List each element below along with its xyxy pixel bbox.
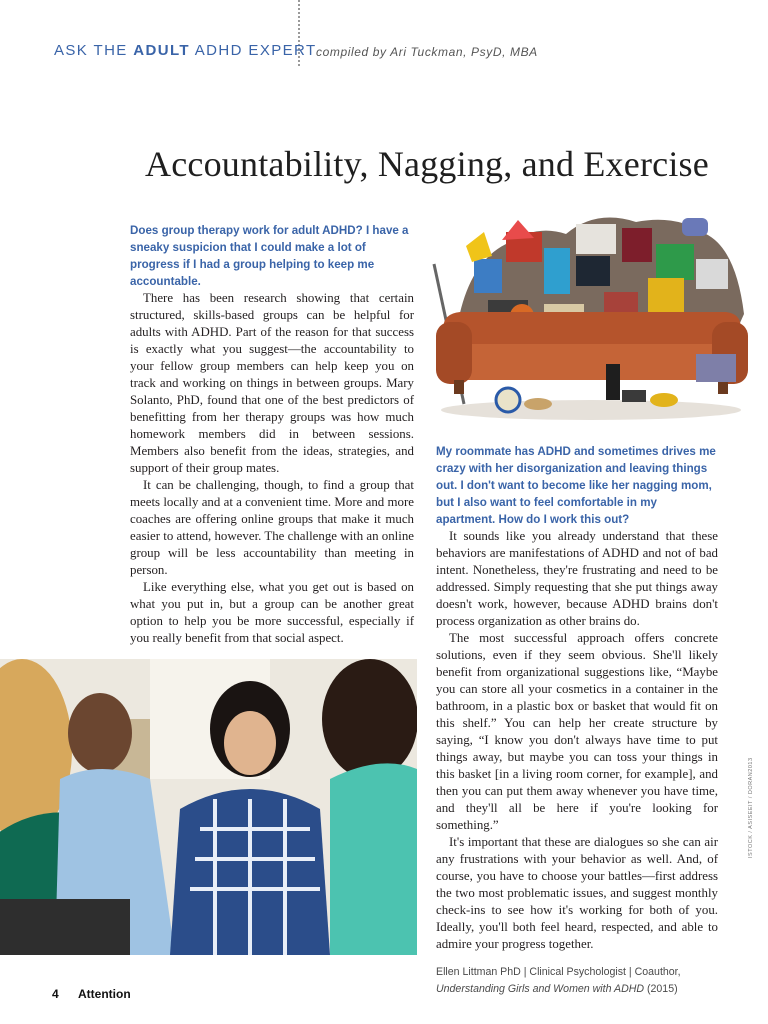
photo-credit: ISTOCK / ASISEEIT / DORAN2013: [748, 757, 754, 858]
left-answer-paragraph: It can be challenging, though, to find a group that meets locally and at a convenient time. More and more coaches are offering online groups that make it much easier to attend, however. The challenge with an online group will be less accountability than meeting in person.: [130, 478, 414, 577]
right-answer-paragraph: It's important that these are dialogues so she can air any frustrations with your behavior as well. And, of course, you have to choose your battles—first address the two most problematic issues, and suggest monthly check-ins to see how it's working for both of you. Ideally, you'll both feel heard, respected, and able to admire your progress together.: [436, 835, 718, 951]
left-question: Does group therapy work for adult ADHD? I have a sneaky suspicion that I could make a lot of progress if I had a group helping to keep me accountable.: [130, 224, 409, 288]
left-column: [130, 222, 414, 713]
cluttered-couch-illustration: [426, 204, 756, 430]
page-number: 4: [52, 987, 59, 1001]
group-therapy-photo: [0, 659, 417, 955]
right-answer-paragraph: The most successful approach offers concrete solutions, even if they seem obvious. She'll likely benefit from organizational suggestions like, “Maybe you can store all your cosmetics in a container in the bathroom, in a plastic box or basket that would fit on this shelf.” You can help her create structure by saying, “I know you don't always have time to put things away, but maybe you can toss your things in this basket [in a living room corner, for example], and then you can put them away whenever you have time, and they'll all be here if you're looking for something.”: [436, 631, 718, 832]
magazine-name: Attention: [78, 987, 131, 1001]
right-question: My roommate has ADHD and sometimes drives me crazy with her disorganization and leaving things out. I don't want to become like her nagging mom, but I also want to feel comfortable in my apartment. How do I work this out?: [436, 445, 716, 526]
compiled-by-credit: compiled by Ari Tuckman, PsyD, MBA: [316, 45, 538, 59]
article-title: Accountability, Nagging, and Exercise: [145, 144, 709, 184]
left-answer-paragraph: Like everything else, what you get out is based on what you put in, but a group can be another great option to help you be more successful, especially if you really benefit from that social aspect.: [130, 580, 414, 645]
left-answer-paragraph: There has been research showing that certain structured, skills-based groups can be helpful for adults with ADHD. Part of the reason for that success is exactly what you suggest—the accountability to your fellow group members can help keep you on track and working on things in between groups. Mary Solanto, PhD, found that one of the best predictors of benefitting from her therapy groups was how much homework members did in between sessions. Members also benefit from the ideas, strategies, and support of their group mates.: [130, 291, 414, 475]
column-kicker: ASK THE ADULT ADHD EXPERT: [54, 42, 317, 59]
right-column: [436, 443, 718, 998]
right-answer-paragraph: It sounds like you already understand that these behaviors are manifestations of ADHD and not of bad intent. Nonetheless, they're frustrating and need to be addressed. Simply requesting that she put things away doesn't work, however, because ADHD brains don't process organization as other brains do.: [436, 529, 718, 628]
right-author-credit: Ellen Littman PhD | Clinical Psychologist | Coauthor, Understanding Girls and Women with ADHD (2015): [436, 966, 681, 995]
